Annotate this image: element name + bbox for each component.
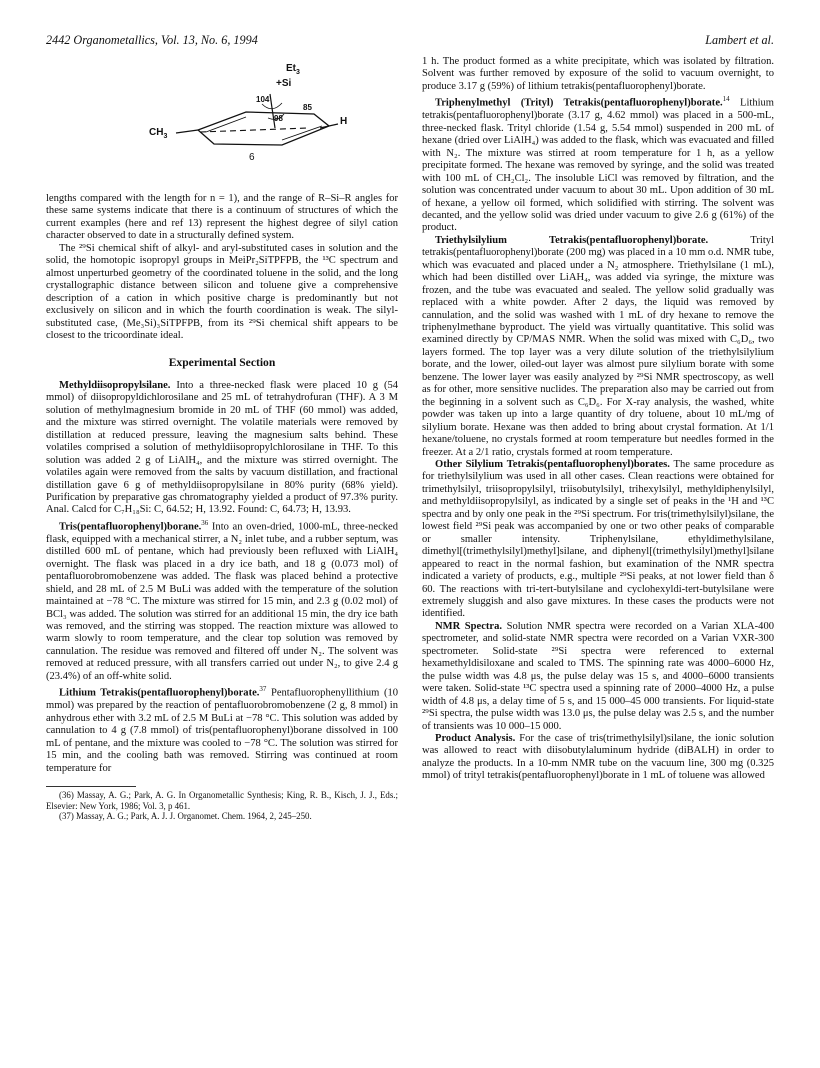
paragraph: Tris(pentafluorophenyl)borane.$^{36}$ Into an oven-dried, 1000-mL, three-necked flask, equipped with a mechanical stirrer, a N₂ inlet tube, and a rubber septum, was distilled 600 mL of pentane, which had previously been refluxed with LiAlH₄ overnight. The flask was placed in a dry ice bath, and 18 g (0.073 mol) of pentafluorobromobenzene was added. The flask was placed behind a protective shield, and 28 mL of 2.5 M BuLi was added with the temperature of the solution maintained at −78 °C. The mixture was stirred for 15 min, and 2.3 g (0.02 mol) of BCl₃ was added. The solution was stirred for an additional 15 min, the dry ice bath was removed, and the stirring was stopped. The reaction mixture was allowed to warm slowly to room temperature, and the clear top solution was removed by cannulation. The residue was removed and filtered off under N₂. The solvent was removed at reduced pressure, with all transfers carried out under N₂, to give 2.4 g (23.4%) of an off-white solid. [46, 518, 398, 682]
angle-85-label: 85 [303, 103, 312, 112]
compound-number: 6 [249, 152, 255, 163]
paragraph: NMR Spectra. Solution NMR spectra were recorded on a Varian XLA-400 spectrometer, and solid-state NMR spectra were recorded on a Varian VXR-300 spectrometer. Solid-state ²⁹Si spectra were referenced to external hexamethyldisiloxane and scaled to TMS. The spinning rate was 4000–6000 Hz, the pulse width was 4.8 μs, the pulse delay was 15 s, and 4000–6000 transients were taken. Solid-state ¹³C spectra used a spinning rate of 2000–4000 Hz, a pulse width of 4.8 μs, a delay time of 5 s, and 15 000–45 000 transients. For liquid-state ²⁹Si spectra, the pulse width was 13.0 μs, the pulse delay was 2.5 s, and the number of transients was 10 000–15 000. [422, 620, 775, 732]
methyl-label: $CH_3$ [149, 127, 168, 140]
paragraph: Triethylsilylium Tetrakis(pentafluorophenyl)borate. Trityl tetrakis(pentafluorophenyl)borate (200 mg) was placed in a 10 mm o.d. NMR tube, which was evacuated and placed under a N₂ atmosphere. Triethylsilane (1 mL), which had been distilled over LiAH₄, was added via syringe, the mixture was frozen, and the tube was evacuated and sealed. The yellow solid gradually was replaced with a white powder. After 2 days, the liquid was removed by cannulation, and the solid was washed with 1 mL of dry hexane to remove the triphenylmethane byproduct. The yield was virtually quantitative. This solid was examined directly by CP/MAS NMR. When the solid was mixed with C₆D₆, two layers formed. The top layer was a very dilute solution of the triethylsilylium borate, and the lower, oiled-out layer was almost pure silylium borate with some benzene. The lower layer was easily analyzed by ²⁹Si NMR spectroscopy, as well as for other, more sensitive nuclides. The preparation also may be carried out from the beginning in a solvent such as C₆D₆. For X-ray analysis, the washed, white powder was taken up into a large quantity of dry toluene, about 10 mL/mg of silylium borate. Hexane was then added to bring about crystal formation. At 1/1 hexane/toluene, no crystals formed at room temperature but needles formed in the freezer. At a 2/1 ratio, crystals formed at room temperature. [422, 234, 774, 458]
structure-figure [46, 56, 398, 193]
angle-104-label: 104 [256, 95, 270, 104]
footnote: (36) Massay, A. G.; Park, A. G. In Organometallic Synthesis; King, R. B., Kisch, J. J., Eds.; Elsevier: New York, 1986; Vol. 3, p 461. [46, 789, 398, 811]
angle-98-label: 98 [274, 114, 283, 123]
paragraph: Triphenylmethyl (Trityl) Tetrakis(pentafluorophenyl)borate.$^{14}$ Lithium tetrakis(pentafluorophenyl)borate (3.17 g, 4.62 mmol) was placed in a 500-mL, three-necked flask. Trityl chloride (1.54 g, 5.54 mmol) suspended in 200 mL of hexane (dried over LiAlH₄) was added to the flask, which was evacuated and filled with N₂. The mixture was stirred at room temperature for 1 h, as a yellow precipitate formed. The hexane was removed by syringe, and the solid was treated with 100 mL of CH₂Cl₂. The insoluble LiCl was removed by filtration, and the solution was concentrated under vacuum to about 30 mL. Upon addition of 30 mL of hexane, a yellow oil formed, which solidified with stirring. The solvent was decanted, and the yellow solid was dried under vacuum to give 2.6 g (61%) of the product. [422, 95, 774, 234]
left-column [46, 56, 398, 822]
subsection-heading: Tris(pentafluorophenyl)borane. [59, 521, 202, 533]
section-title: Experimental Section [168, 356, 276, 370]
subsection-heading: Methyldiisopropylsilane. [59, 379, 171, 391]
subsection-heading: Product Analysis. [435, 732, 516, 744]
paragraph: 1 h. The product formed as a white precipitate, which was isolated by filtration. Solvent was further removed by exposure of the solid to vacuum overnight, to produce 3.17 g (59%) of lithium tetrakis(pentafluorophenyl)borate. [422, 56, 774, 92]
paragraph: Methyldiisopropylsilane. Into a three-necked flask were placed 10 g (54 mmol) of diisopropyldichlorosilane and 25 mL of tetrahydrofuran (THF). A 3 M solution of methylmagnesium bromide in 20 mL of THF (60 mmol) was added, and the mixture was stirred overnight. The volatile materials were removed by distillation at reduced pressure, leaving the magnesium salts behind. These volatiles comprised a solution of methyldiisopropylchlorosilane in THF. To this solution was added 2 g of LiAlH₄, and the mixture was stirred overnight. The volatiles again were removed from the salts by vacuum distillation, and fractional distillation gave 6 g of methyldiisopropylsilane in 80% purity (68% yield). Purification by preparative gas chromatography yielded a product of 97.3% purity. Anal. Calcd for C₇H₁₈Si: C, 64.52; H, 13.92. Found: C, 64.73; H, 13.93. [46, 379, 398, 516]
hydrogen-label: H [340, 116, 348, 127]
reference-superscript: 37 [259, 685, 267, 694]
running-header [46, 33, 774, 49]
paragraph: Lithium Tetrakis(pentafluorophenyl)borate.$^{37}$ Pentafluorophenyllithium (10 mmol) was prepared by the reaction of pentafluorobromobenzene (2 g, 8 mmol) in anhydrous ether with 3.2 mL of 2.5 M BuLi at −78 °C. This solution was added by cannulation to 4 g (7.8 mmol) of tris(pentafluorophenyl)borane dissolved in 100 mL of pentane, and the mixture was cooled to −78 °C. The solution was stirred for 15 min, and the cooling bath was removed. Stirring was continued at room temperature for [46, 685, 398, 774]
paragraph: Other Silylium Tetrakis(pentafluorophenyl)borates. The same procedure as for triethylsilylium was used in all other cases. Clean reactions were obtained for trimethylsilyl, triisopropylsilyl, triisobutylsilyl, trihexylsilyl, methyldiphenylsilyl, and methyldiisopropylsilyl, as indicated by a single set of peaks in the ¹H and ¹³C spectra and by only one peak in the ²⁹Si spectrum. For tris(trimethylsilyl)silane, the lowest field ²⁹Si peak was accompanied by one or two other peaks of comparable or smaller intensity. Triphenylsilane, ethyldimethylsilane, dimethyl[(trimethylsilyl)methyl]silane, and diphenyl[(trimethylsilyl)methyl]silane appeared to react in the normal fashion, but examination of the NMR spectra indicated a variety of products, e.g., multiple ²⁹Si peaks, at not lower field than δ 60. The reactions with tri-tert-butylsilane and cyclohexyldi-tert-butylsilane were extremely sluggish and also gave mixtures. In these cases the products were not identified. [422, 459, 774, 620]
reference-superscript: 36 [201, 518, 209, 527]
paragraph: Product Analysis. For the case of tris(trimethylsilyl)silane, the ionic solution was allowed to react with diisobutylaluminum hydride (diBALH) in order to analyze the products. In a 10-mm NMR tube on the vacuum line, 300 mg (0.325 mmol) of trityl tetrakis(pentafluorophenyl)borate in 1 mL of toluene was allowed [422, 732, 775, 782]
paragraph: lengths compared with the length for n = 1), and the range of R–Si–R angles for these same systems indicate that there is a continuum of structures of which the current examples (here and ref 13) represent the highest degree of silyl cation character observed to date in a structurally defined system. [46, 193, 398, 242]
subsection-heading: Lithium Tetrakis(pentafluorophenyl)borate. [59, 687, 260, 699]
paragraph: The ²⁹Si chemical shift of alkyl- and aryl-substituted cases in solution and the solid, the homotopic isopropyl groups in MeiPr₂SiTPFPB, the ¹³C spectrum and almost unperturbed geometry of the coordinated toluene in the solid, and the long crystallographic distance between silicon and toluene give a comprehensive description of a cation in which positive charge is predominantly but not exclusively on silicon and in which the fourth coordination is weak. The silyl-substituted case, (Me₃Si)₃SiTPFPB, from its ²⁹Si chemical shift appears to be closest to the tricoordinate ideal. [46, 242, 398, 341]
subsection-heading: NMR Spectra. [435, 620, 502, 632]
reference-superscript: 14 [722, 95, 730, 104]
footnote: (37) Massay, A. G.; Park, A. J. J. Organomet. Chem. 1964, 2, 245–250. [59, 811, 312, 822]
silicon-cation-label: +Si [276, 78, 292, 89]
footnote-rule [46, 786, 136, 787]
subsection-heading: Other Silylium Tetrakis(pentafluorophenyl)borates. [435, 459, 670, 471]
header-citation: 2442 Organometallics, Vol. 13, No. 6, 1994 [46, 33, 258, 47]
subsection-heading: Triethylsilylium Tetrakis(pentafluorophenyl)borate. [435, 234, 709, 246]
ethyl-label: $Et_3$ [286, 63, 300, 76]
header-authors: Lambert et al. [705, 33, 774, 47]
right-column [422, 56, 774, 783]
subsection-heading: Triphenylmethyl (Trityl) Tetrakis(pentafluorophenyl)borate. [435, 97, 723, 109]
